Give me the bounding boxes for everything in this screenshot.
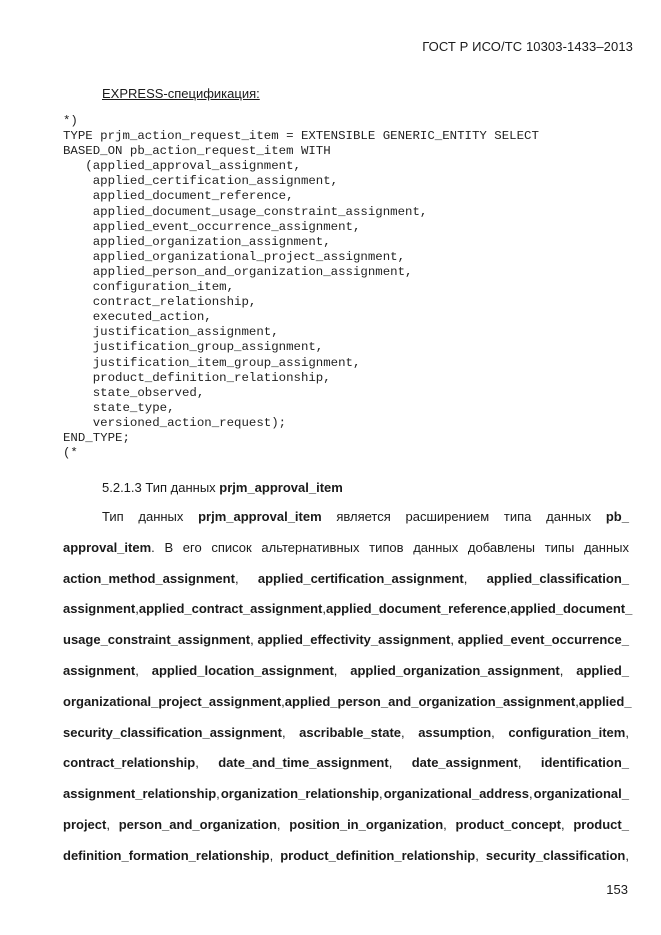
type-name: organizational_project_assignment, [63,693,285,709]
type-name: applied_location_assignment, [151,662,338,678]
type-name: product_definition_relationship, [280,847,479,863]
type-name: applied_ [576,662,629,678]
type-name: security_classification, [485,847,629,863]
paragraph-word: расширением [405,509,490,524]
paragraph-word: альтернативных [261,539,360,555]
code-line: state_observed, [63,385,205,400]
paragraph-word: данных [138,509,184,524]
code-line: applied_event_occurrence_assignment, [63,219,361,234]
code-line: (* [63,446,78,461]
type-name: assumption, [418,724,495,740]
code-line: justification_assignment, [63,325,279,340]
type-name: configuration_item, [508,724,629,740]
description-paragraph [63,502,633,872]
paragraph-word: список [211,539,252,555]
type-name: date_assignment, [411,755,522,771]
type-name: applied_effectivity_assignment, [257,632,455,648]
type-name: action_method_assignment, [63,570,239,586]
subsection-heading [102,480,343,495]
paragraph-line [63,748,629,779]
type-name: applied_certification_assignment, [257,570,468,586]
type-name: person_and_organization, [118,816,281,832]
type-name: security_classification_assignment, [63,724,286,740]
type-name: applied_event_occurrence_ [457,632,629,648]
type-name: prjm_approval_item [198,509,322,524]
code-line: (applied_approval_assignment, [63,159,301,174]
code-line: applied_organization_assignment, [63,234,331,249]
paragraph-line [63,594,633,625]
subsection-type-name: prjm_approval_item [219,480,343,495]
paragraph-line [63,564,629,595]
code-line: *) [63,114,78,128]
type-name: identification_ [540,755,629,771]
code-line: executed_action, [63,310,212,325]
type-name: position_in_organization, [289,816,447,832]
paragraph-word: данных [546,509,592,524]
code-line: versioned_action_request); [63,415,287,430]
code-line: BASED_ON pb_action_request_item WITH [63,144,331,159]
code-line: applied_document_reference, [63,189,294,204]
paragraph-line [63,841,629,872]
type-name: product_concept, [455,816,565,832]
paragraph-word: данных [413,539,459,555]
paragraph-line [63,779,629,810]
type-name: pb_ [605,509,629,524]
paragraph-word: добавлены [467,539,536,555]
code-line: state_type, [63,400,175,415]
type-name: product_ [573,816,629,832]
code-line: applied_organizational_project_assignment, [63,249,406,264]
code-line: contract_relationship, [63,295,257,310]
express-code-block [63,114,539,461]
paragraph-word: данных [583,539,629,555]
express-spec-label: EXPRESS-спецификация: [102,86,260,101]
type-name: organizational_address, [383,786,533,802]
type-name: assignment_relationship, [63,786,220,802]
type-name: assignment, [63,601,139,617]
paragraph-word: типов [369,539,404,555]
document-header: ГОСТ Р ИСО/ТС 10303-1433–2013 [422,39,633,54]
type-name: definition_formation_relationship, [63,847,274,863]
type-name: applied_ [578,693,632,709]
paragraph-line [63,625,629,656]
type-name: organization_relationship, [220,786,383,802]
subsection-number: 5.2.1.3 Тип данных [102,480,220,495]
paragraph-line [63,533,629,564]
paragraph-line [63,656,629,687]
paragraph-line [63,502,629,533]
paragraph-word: В [164,539,174,555]
code-line: END_TYPE; [63,430,130,445]
code-line: applied_person_and_organization_assignment, [63,264,413,279]
type-name: approval_item. [63,539,155,555]
type-name: applied_document_reference, [326,601,511,617]
type-name: usage_constraint_assignment, [63,632,254,648]
paragraph-word: Тип [102,509,124,524]
paragraph-line [63,718,629,749]
type-name: applied_document_ [510,601,633,617]
paragraph-word: типа [503,509,532,524]
type-name: applied_organization_assignment, [350,662,564,678]
code-line: product_definition_relationship, [63,370,331,385]
type-name: applied_contract_assignment, [138,601,326,617]
type-name: contract_relationship, [63,755,199,771]
paragraph-word: является [336,509,391,524]
code-line: justification_item_group_assignment, [63,355,361,370]
code-line: TYPE prjm_action_request_item = EXTENSIBLE GENERIC_ENTITY SELECT [63,129,539,144]
type-name: applied_classification_ [486,570,629,586]
code-line: justification_group_assignment, [63,340,324,355]
type-name: assignment, [63,662,139,678]
type-name: ascribable_state, [299,724,405,740]
paragraph-word: типы [544,539,575,555]
paragraph-line [63,687,632,718]
paragraph-word: его [182,539,202,555]
paragraph-line [63,810,629,841]
code-line: applied_certification_assignment, [63,174,339,189]
code-line: configuration_item, [63,280,235,295]
page-number: 153 [606,882,628,897]
code-line: applied_document_usage_constraint_assignment, [63,204,428,219]
type-name: applied_person_and_organization_assignment, [284,693,579,709]
type-name: date_and_time_assignment, [218,755,393,771]
type-name: project, [63,816,110,832]
type-name: organizational_ [533,786,629,802]
